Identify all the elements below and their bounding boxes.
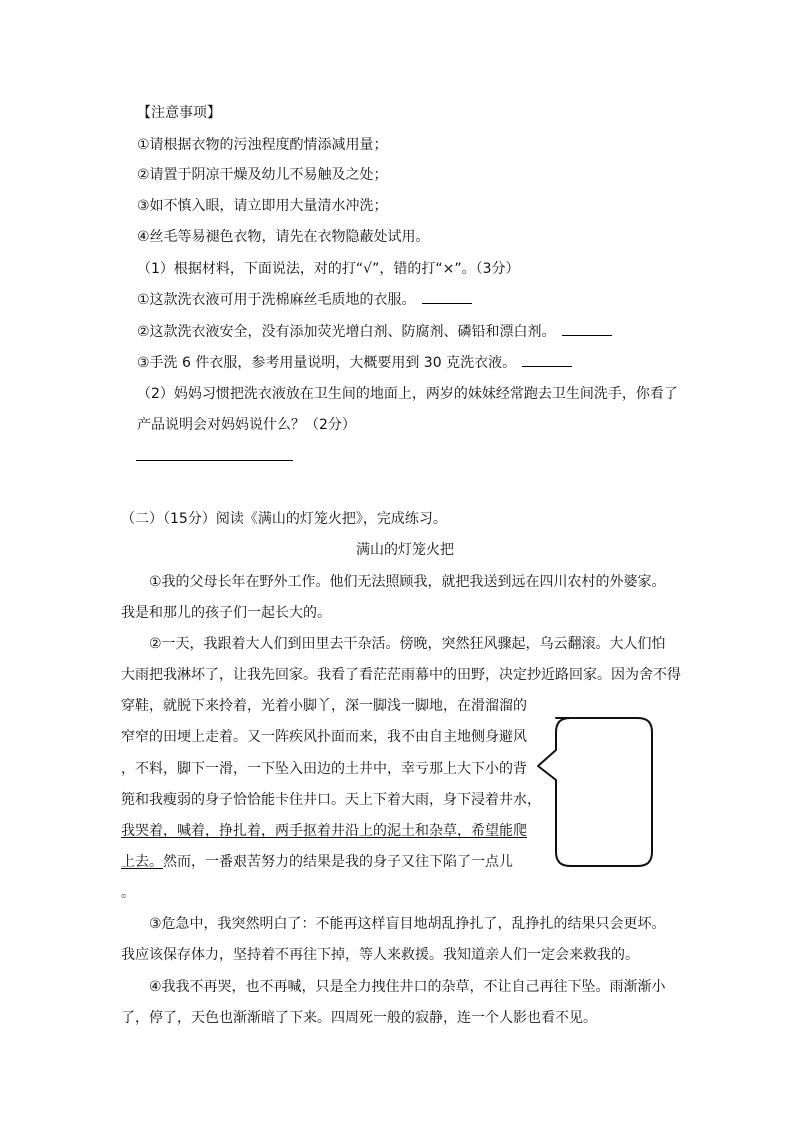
answer-blank[interactable] bbox=[522, 354, 572, 367]
q1-item bbox=[137, 291, 472, 309]
passage-line: 窄窄的田埂上走着。又一阵疾风扑面而来，我不由自主地侧身避风 bbox=[121, 729, 527, 745]
passage-line: 大雨把我淋坏了，让我先回家。我看了看茫茫雨幕中的田野，决定抄近路回家。因为舍不得 bbox=[121, 667, 681, 683]
notes-item: ④丝毛等易褪色衣物，请先在衣物隐蔽处试用。 bbox=[137, 229, 430, 245]
q1-prompt: （1）根据材料，下面说法，对的打“√”，错的打“×”。（3分） bbox=[137, 261, 520, 277]
q1-item bbox=[137, 323, 612, 341]
passage-line: ②一天，我跟着大人们到田里去干杂活。傍晚，突然狂风骤起，乌云翻滚。大人们怕 bbox=[149, 636, 666, 652]
q2-line: 产品说明会对妈妈说什么？（2分） bbox=[137, 417, 356, 433]
answer-blank[interactable] bbox=[422, 291, 472, 304]
passage-line: ④我我不再哭，也不再喊，只是全力拽住井口的杂草，不让自己再往下坠。雨渐渐小 bbox=[149, 979, 666, 995]
passage-line: ，不料，脚下一滑，一下坠入田边的土井中，幸亏那上大下小的背 bbox=[121, 761, 527, 777]
answer-line[interactable] bbox=[136, 460, 293, 461]
passage-text: 然而，一番艰苦努力的结果是我的身子又往下陷了一点儿 bbox=[163, 854, 513, 870]
passage-line: 穿鞋，就脱下来拎着，光着小脚丫，深一脚浅一脚地，在滑溜溜的 bbox=[121, 698, 527, 714]
section-heading: （二）（15分）阅读《满山的灯笼火把》，完成练习。 bbox=[121, 511, 447, 527]
passage-line: 我是和那儿的孩子们一起长大的。 bbox=[121, 605, 331, 621]
speech-bubble[interactable] bbox=[536, 716, 654, 868]
q1-item-text: ②这款洗衣液安全，没有添加荧光增白剂、防腐剂、磷铅和漂白剂。 bbox=[137, 324, 556, 340]
notes-item: ③如不慎入眼，请立即用大量清水冲洗； bbox=[137, 198, 388, 214]
passage-line: 。 bbox=[121, 885, 135, 901]
passage-line: 了，停了，天色也渐渐暗了下来。四周死一般的寂静，连一个人影也看不见。 bbox=[121, 1010, 597, 1026]
passage-line bbox=[121, 853, 513, 871]
underlined-passage-line: 我哭着，喊着，挣扎着，两手抠着井沿上的泥土和杂草，希望能爬 bbox=[121, 823, 527, 839]
notes-item: ②请置于阴凉干燥及幼儿不易触及之处； bbox=[137, 167, 388, 183]
q1-item-text: ③手洗 6 件衣服，参考用量说明，大概要用到 30 克洗衣液。 bbox=[137, 355, 517, 371]
notes-item: ①请根据衣物的污浊程度酌情添减用量； bbox=[137, 137, 388, 153]
passage-line: 篼和我瘦弱的身子恰恰能卡住井口。天上下着大雨，身下浸着井水， bbox=[121, 792, 541, 808]
q1-item bbox=[137, 354, 572, 372]
q2-line: （2）妈妈习惯把洗衣液放在卫生间的地面上，两岁的妹妹经常跑去卫生间洗手，你看了 bbox=[137, 386, 678, 402]
q1-item-text: ①这款洗衣液可用于洗棉麻丝毛质地的衣服。 bbox=[137, 292, 416, 308]
passage-line: ③危急中，我突然明白了：不能再这样盲目地胡乱挣扎了，乱挣扎的结果只会更坏。 bbox=[149, 916, 666, 932]
passage-line: 我应该保存体力，坚持着不再往下掉，等人来救援。我知道亲人们一定会来救我的。 bbox=[121, 947, 639, 963]
answer-blank[interactable] bbox=[562, 323, 612, 336]
speech-bubble-icon bbox=[536, 716, 654, 868]
passage-line: ①我的父母长年在野外工作。他们无法照顾我，就把我送到远在四川农村的外婆家。 bbox=[149, 574, 666, 590]
underlined-text: 上去。 bbox=[121, 854, 163, 870]
notes-heading: 【注意事项】 bbox=[137, 105, 221, 121]
passage-title: 满山的灯笼火把 bbox=[356, 542, 454, 558]
